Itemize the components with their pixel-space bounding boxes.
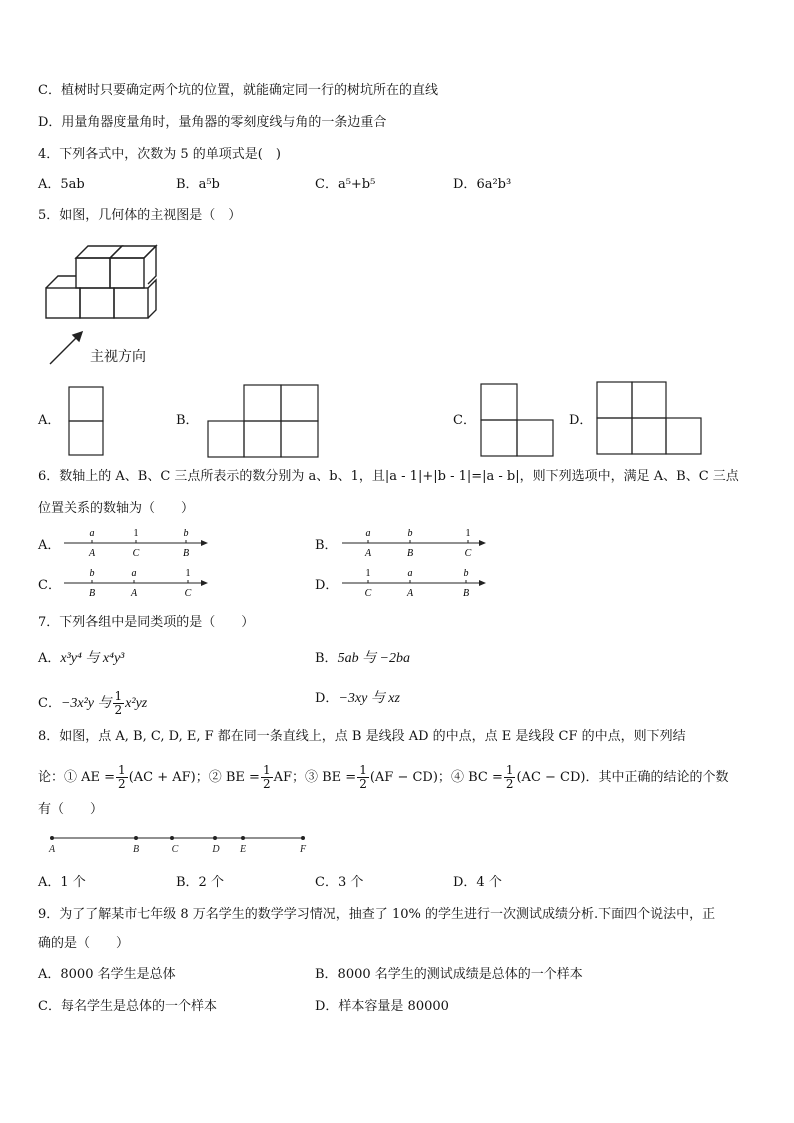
q7-option-b: B．5ab 与 −2ba (315, 651, 411, 666)
q6-option-d-label: D． (315, 578, 339, 593)
q9-option-c: C．每名学生是总体的一个样本 (38, 999, 217, 1014)
point-C-dot (170, 836, 174, 840)
point-D-dot (213, 836, 217, 840)
q6-option-c-label: C． (38, 578, 61, 593)
point-B: B (406, 548, 414, 559)
q6-option-a-label: A． (38, 538, 61, 553)
q6-option-b-numberline (340, 526, 490, 562)
label-a: a (407, 568, 413, 579)
q4-option-b: B．a⁵b (176, 177, 220, 192)
point-C: C (184, 588, 192, 599)
label-a: a (365, 528, 371, 539)
label-1: 1 (465, 528, 471, 539)
q4-option-a: A．5ab (38, 177, 85, 192)
point-B: B (462, 588, 470, 599)
label-b: b (89, 568, 95, 579)
point-B-label: B (132, 844, 140, 855)
q7-stem: 7．下列各组中是同类项的是（ ） (38, 615, 255, 630)
q5-option-b-figure (207, 384, 319, 458)
point-E-dot (241, 836, 245, 840)
q5-option-a-label: A． (38, 413, 61, 428)
q5-option-c-figure (480, 383, 554, 457)
label-1: 1 (185, 568, 191, 579)
point-F-label: F (299, 844, 307, 855)
q8-stem-line1: 8．如图，点 A, B, C, D, E, F 都在同一条直线上，点 B 是线段 AD 的中点，点 E 是线段 CF 的中点，则下列结 (38, 729, 686, 744)
point-C: C (464, 548, 472, 559)
q3-option-d: D．用量角器度量角时，量角器的零刻度线与角的一条边重合 (38, 115, 387, 130)
q7-option-d: D．−3xy 与 xz (315, 691, 400, 706)
q3-option-c: C．植树时只要确定两个坑的位置，就能确定同一行的树坑所在的直线 (38, 83, 438, 98)
q8-option-b: B．2 个 (176, 875, 224, 890)
q8-option-d: D．4 个 (453, 875, 502, 890)
q9-stem-line2: 确的是（ ） (38, 936, 130, 951)
label-b: b (407, 528, 413, 539)
q9-option-d: D．样本容量是 80000 (315, 999, 449, 1014)
point-A: A (88, 548, 96, 559)
point-B: B (182, 548, 190, 559)
q4-option-d: D．6a²b³ (453, 177, 512, 192)
q8-option-c: C．3 个 (315, 875, 364, 890)
label-1: 1 (365, 568, 371, 579)
q6-stem-line1: 6．数轴上的 A、B、C 三点所表示的数分别为 a、b、1，且|a - 1|+|b - 1|=|a - b|，则下列选项中，满足 A、B、C 三点 (38, 469, 739, 484)
q5-option-b-label: B． (176, 413, 199, 428)
label-a: a (89, 528, 95, 539)
point-C: C (364, 588, 372, 599)
q5-stem: 5．如图，几何体的主视图是（ ） (38, 208, 242, 223)
label-b: b (463, 568, 469, 579)
q8-segment-figure (40, 830, 312, 858)
q6-option-b-label: B． (315, 538, 338, 553)
point-A-label: A (48, 844, 56, 855)
q9-option-b: B．8000 名学生的测试成绩是总体的一个样本 (315, 967, 583, 982)
q7-option-a: A．x³y⁴ 与 x⁴y³ (38, 651, 125, 666)
point-A: A (130, 588, 138, 599)
q6-option-d-numberline (340, 566, 490, 602)
point-D-label: D (212, 844, 220, 855)
label-1: 1 (133, 528, 139, 539)
q9-stem-line1: 9．为了了解某市七年级 8 万名学生的数学学习情况，抽查了 10% 的学生进行一次测试成绩分析.下面四个说法中，正 (38, 907, 716, 922)
point-C-label: C (171, 844, 179, 855)
point-C: C (132, 548, 140, 559)
label-a: a (131, 568, 137, 579)
point-A-dot (50, 836, 54, 840)
label-b: b (183, 528, 189, 539)
point-A: A (406, 588, 414, 599)
q6-option-c-numberline (62, 566, 212, 602)
q8-stem-line3: 有（ ） (38, 802, 104, 817)
q5-option-a-figure (68, 386, 108, 456)
q7-option-c: C．−3x²y 与 $\frac{1}{2}$ x²yz (38, 689, 148, 717)
q9-option-a: A．8000 名学生是总体 (38, 967, 176, 982)
point-F-dot (301, 836, 305, 840)
q5-option-c-label: C． (453, 413, 476, 428)
q4-stem: 4．下列各式中，次数为 5 的单项式是( ) (38, 147, 281, 162)
q6-option-a-numberline (62, 526, 212, 562)
q8-option-a: A．1 个 (38, 875, 86, 890)
point-E-label: E (239, 844, 247, 855)
q5-option-d-label: D． (569, 413, 593, 428)
q5-direction-label: 主视方向 (90, 349, 146, 365)
point-B-dot (134, 836, 138, 840)
point-B: B (88, 588, 96, 599)
q8-conclusions: 论：① AE = $\frac{1}{2}$ (AC + AF)；② BE = $\frac{1}{2}$ AF；③ BE = $\frac{1}{2}$ (AF − CD)；④ BC = $\frac{1}{2}$ (AC − CD)．其中正确的结论的个数 (38, 763, 729, 791)
point-A: A (364, 548, 372, 559)
q5-option-d-figure (596, 381, 702, 455)
q6-stem-line2: 位置关系的数轴为（ ） (38, 501, 195, 516)
q4-option-c: C．a⁵+b⁵ (315, 177, 376, 192)
